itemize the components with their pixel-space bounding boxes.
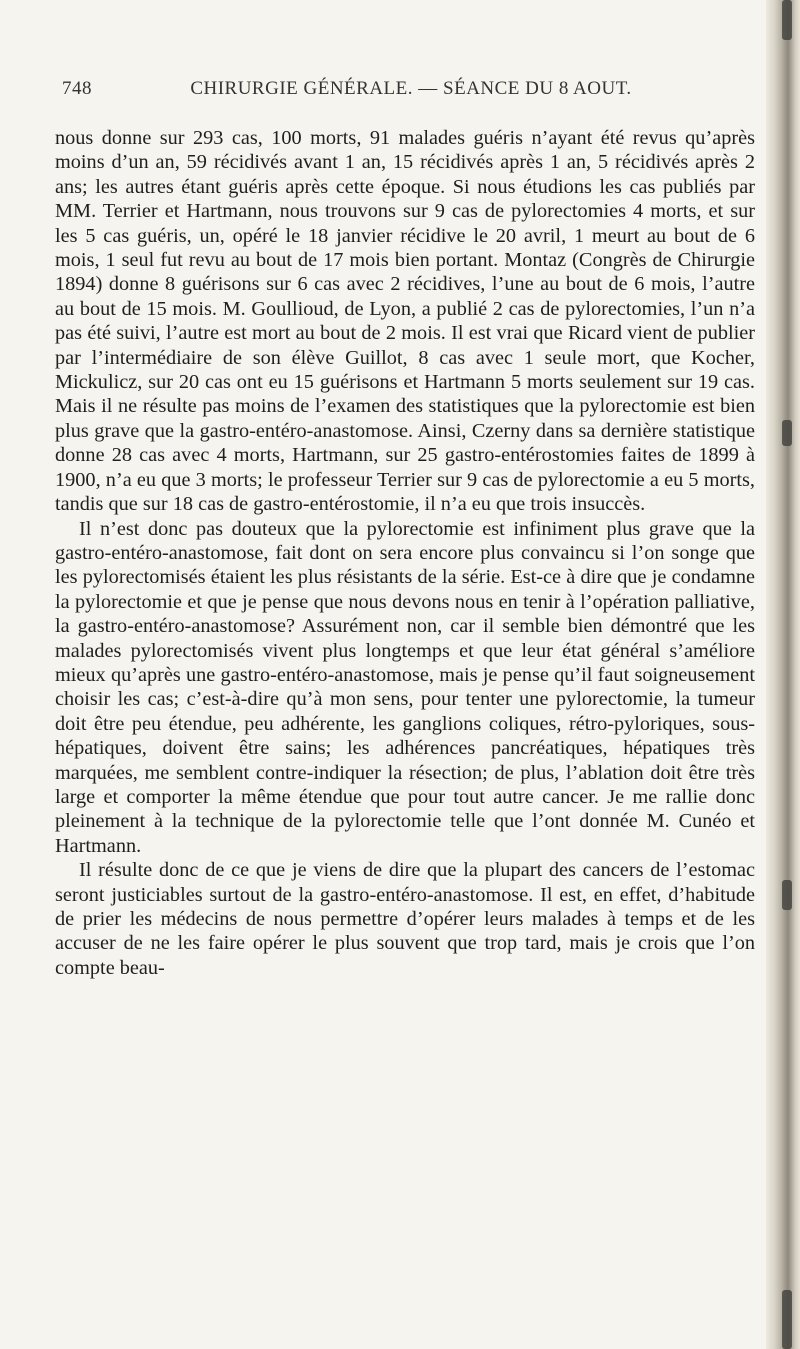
paragraph-1: nous donne sur 293 cas, 100 morts, 91 malades guéris n’ayant été revus qu’après moins d’un an, 59 récidivés avant 1 an, 15 récidivés après 1 an, 5 récidivés après 2 ans; les autres étant guéris après cette époque. Si nous étudions les cas publiés par MM. Terrier et Hartmann, nous trouvons sur 9 cas de pylorectomies 4 morts, et sur les 5 cas guéris, un, opéré le 18 janvier récidive le 20 avril, 1 meurt au bout de 6 mois, 1 seul fut revu au bout de 17 mois bien portant. Montaz (Congrès de Chirurgie 1894) donne 8 guérisons sur 6 cas avec 2 récidives, l’une au bout de 6 mois, l’autre au bout de 15 mois. M. Goullioud, de Lyon, a publié 2 cas de pylorectomies, l’un n’a pas été suivi, l’autre est mort au bout de 2 mois. Il est vrai que Ricard vient de publier par l’intermédiaire de son élève Guillot, 8 cas avec 1 seule mort, que Kocher, Mickulicz, sur 20 cas ont eu 15 guérisons et Hartmann 5 morts seulement sur 19 cas. Mais il ne résulte pas moins de l’examen des statistiques que la pylorectomie est bien plus grave que la gastro-entéro-anastomose. Ainsi, Czerny dans sa dernière statistique donne 28 cas avec 4 morts, Hartmann, sur 25 gastro-entérostomies faites de 1899 à 1900, n’a eu que 3 morts; le professeur Terrier sur 9 cas de pylorectomie a eu 5 morts, tandis que sur 18 cas de gastro-entérostomie, il n’a eu que trois insuccès.	[55, 127, 755, 516]
page-header	[62, 78, 760, 108]
binding-stain-low	[782, 880, 792, 910]
running-head: CHIRURGIE GÉNÉRALE. — SÉANCE DU 8 AOUT.	[190, 78, 632, 99]
binding-stain-mid	[782, 420, 792, 446]
paragraph-3: Il résulte donc de ce que je viens de dire que la plupart des cancers de l’estomac seront justiciables surtout de la gastro-entéro-anastomose. Il est, en effet, d’habitude de prier les médecins de nous permettre d’opérer leurs malades à temps et de les accuser de ne les faire opérer le plus souvent que trop tard, mais je crois que l’on compte beau-	[55, 859, 755, 979]
binding-stain-top	[782, 0, 792, 40]
body-text	[55, 126, 755, 980]
page-binding-edge	[766, 0, 800, 1349]
binding-stain-bottom	[782, 1290, 792, 1349]
paragraph-2: Il n’est donc pas douteux que la pylorectomie est infiniment plus grave que la gastro-entéro-anastomose, fait dont on sera encore plus convaincu si l’on songe que les pylorectomisés étaient les plus résistants de la série. Est-ce à dire que je condamne la pylorectomie et que je pense que nous devons nous en tenir à l’opération palliative, la gastro-entéro-anastomose? Assurément non, car il semble bien démontré que les malades pylorectomisés vivent plus longtemps et que leur état général s’améliore mieux qu’après une gastro-entéro-anastomose, mais je pense qu’il faut soigneusement choisir les cas; c’est-à-dire qu’à mon sens, pour tenter une pylorectomie, la tumeur doit être peu étendue, peu adhérente, les ganglions coliques, rétro-pyloriques, sous-hépatiques, doivent être sains; les adhérences pancréatiques, hépatiques très marquées, me semblent contre-indiquer la résection; de plus, l’ablation doit être très large et comporter la même étendue que pour tout autre cancer. Je me rallie donc pleinement à la technique de la pylorectomie telle que l’ont donnée M. Cunéo et Hartmann.	[55, 517, 755, 857]
page-number: 748	[62, 78, 92, 99]
